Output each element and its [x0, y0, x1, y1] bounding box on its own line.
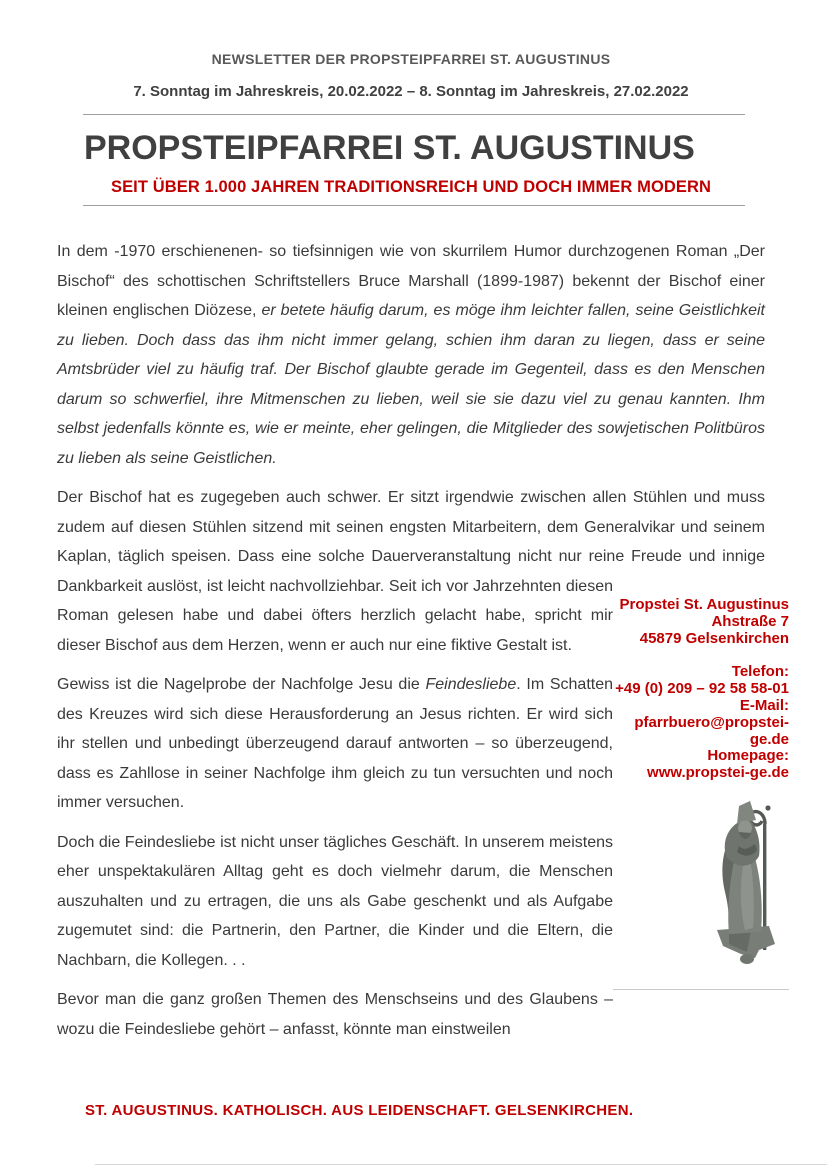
body-text-italic: Feindesliebe	[425, 676, 517, 693]
body-text: Doch die Feindesliebe ist nicht unser tägliches Geschäft. In unserem meistens eher unspektakulären Alltag geht es doch vielmehr darum, die Menschen auszuhalten und zu ertragen, die uns als Gabe geschenkt und als Aufgabe zugemutet sind: die Partnerin, den Partner, die Kinder und die Eltern, die Nachbarn, die Kollegen. . .	[57, 833, 613, 969]
contact-homepage-label: Homepage:	[707, 747, 789, 765]
contact-email-label: E-Mail:	[739, 696, 789, 714]
statue-image-frame	[699, 796, 787, 979]
body-text: Bevor man die ganz großen Themen des Menschseins und des Glaubens – wozu die Feindesliebe gehört – anfasst, könnte man einstweilen	[57, 991, 613, 1038]
contact-street: Ahstraße 7	[711, 612, 789, 630]
contact-phone-number: +49 (0) 209 – 92 58 58-01	[615, 680, 789, 698]
newsletter-header-line: NEWSLETTER DER PROPSTEIPFARREI ST. AUGUSTINUS	[211, 51, 611, 67]
body-text: Der Bischof hat es zugegeben auch schwer. Er sitzt irgendwie zwischen allen Stühlen und muss zudem auf diesen Stühlen sitzend mit seinen engsten Mitarbeitern, dem Generalvikar und seinem Kaplan, täglich speisen. Dass eine solche Dauerveranstaltung nicht nur reine Freude und innige Dankbarkeit auslöst, ist leicht nachvollziehbar. Seit ich vor Jahrzehnten diesen Roman gelesen habe und dabei öfters herzlich gelacht habe, spricht mir dieser Bischof aus dem Herzen, wenn er auch nur eine fiktive Gestalt ist.	[57, 489, 765, 654]
page-title: PROPSTEIPFARREI ST. AUGUSTINUS	[84, 129, 695, 167]
contact-phone-label: Telefon:	[731, 663, 789, 681]
contact-homepage-url[interactable]: www.propstei-ge.de	[647, 764, 789, 782]
tagline-divider-rule	[83, 205, 745, 206]
body-text: . Im Schatten des Kreuzes wird sich diese Herausforderung an Jesus richten. Er wird sich ihr stellen und unbedingt überzeugend darauf antworten – so überzeugend, dass es Zahllose in seiner Nachfolge ihm gleich zu tun versuchten und noch immer versuchen.	[57, 676, 613, 811]
footer-slogan: ST. AUGUSTINUS. KATHOLISCH. AUS LEIDENSCHAFT. GELSENKIRCHEN.	[85, 1102, 634, 1119]
body-text: Gewiss ist die Nagelprobe der Nachfolge Jesu die	[57, 676, 426, 693]
body-text-italic: er betete häufig darum, es möge ihm leichter fallen, seine Geistlichkeit zu lieben. Doch dass das ihm nicht immer gelang, schien ihm daran zu liegen, dass er seine Amtsbrüder viel zu häufig traf. Der Bischof glaubte gerade im Gegenteil, dass es den Menschen darum so schwerfiel, ihre Mitmenschen zu lieben, weil sie sie dazu viel zu genau kannten. Ihm selbst jedenfalls könnte es, wie er meinte, eher gelingen, die Mitglieder des sowjetischen Politbüros zu lieben als seine Geistlichen.	[57, 302, 766, 467]
sidebar-bottom-rule	[613, 989, 789, 990]
contact-city: 45879 Gelsenkirchen	[639, 629, 789, 647]
contact-sidebar	[613, 597, 789, 990]
contact-email-address[interactable]: pfarrbuero@propstei-ge.de	[634, 713, 789, 748]
augustinus-statue-image	[699, 796, 787, 974]
parish-tagline: SEIT ÜBER 1.000 JAHREN TRADITIONSREICH UND DOCH IMMER MODERN	[110, 178, 712, 196]
contact-spacer	[613, 647, 789, 664]
article-body	[57, 237, 789, 1044]
page-bottom-rule	[95, 1164, 827, 1165]
body-paragraph	[57, 237, 765, 473]
contact-parish-name: Propstei St. Augustinus	[619, 596, 789, 613]
body-text: In dem -1970 erschienenen- so tiefsinnigen wie von skurrilem Humor durchzogenen Roman „Der Bischof“ des schottischen Schriftstellers Bruce Marshall (1899-1987) bekennt der Bischof einer kleinen englischen Diözese,	[57, 243, 765, 319]
body-paragraph	[57, 985, 765, 1044]
sidebar-contact	[613, 597, 789, 782]
issue-date-line: 7. Sonntag im Jahreskreis, 20.02.2022 – 8. Sonntag im Jahreskreis, 27.02.2022	[133, 83, 689, 100]
header-divider-rule	[83, 114, 745, 115]
